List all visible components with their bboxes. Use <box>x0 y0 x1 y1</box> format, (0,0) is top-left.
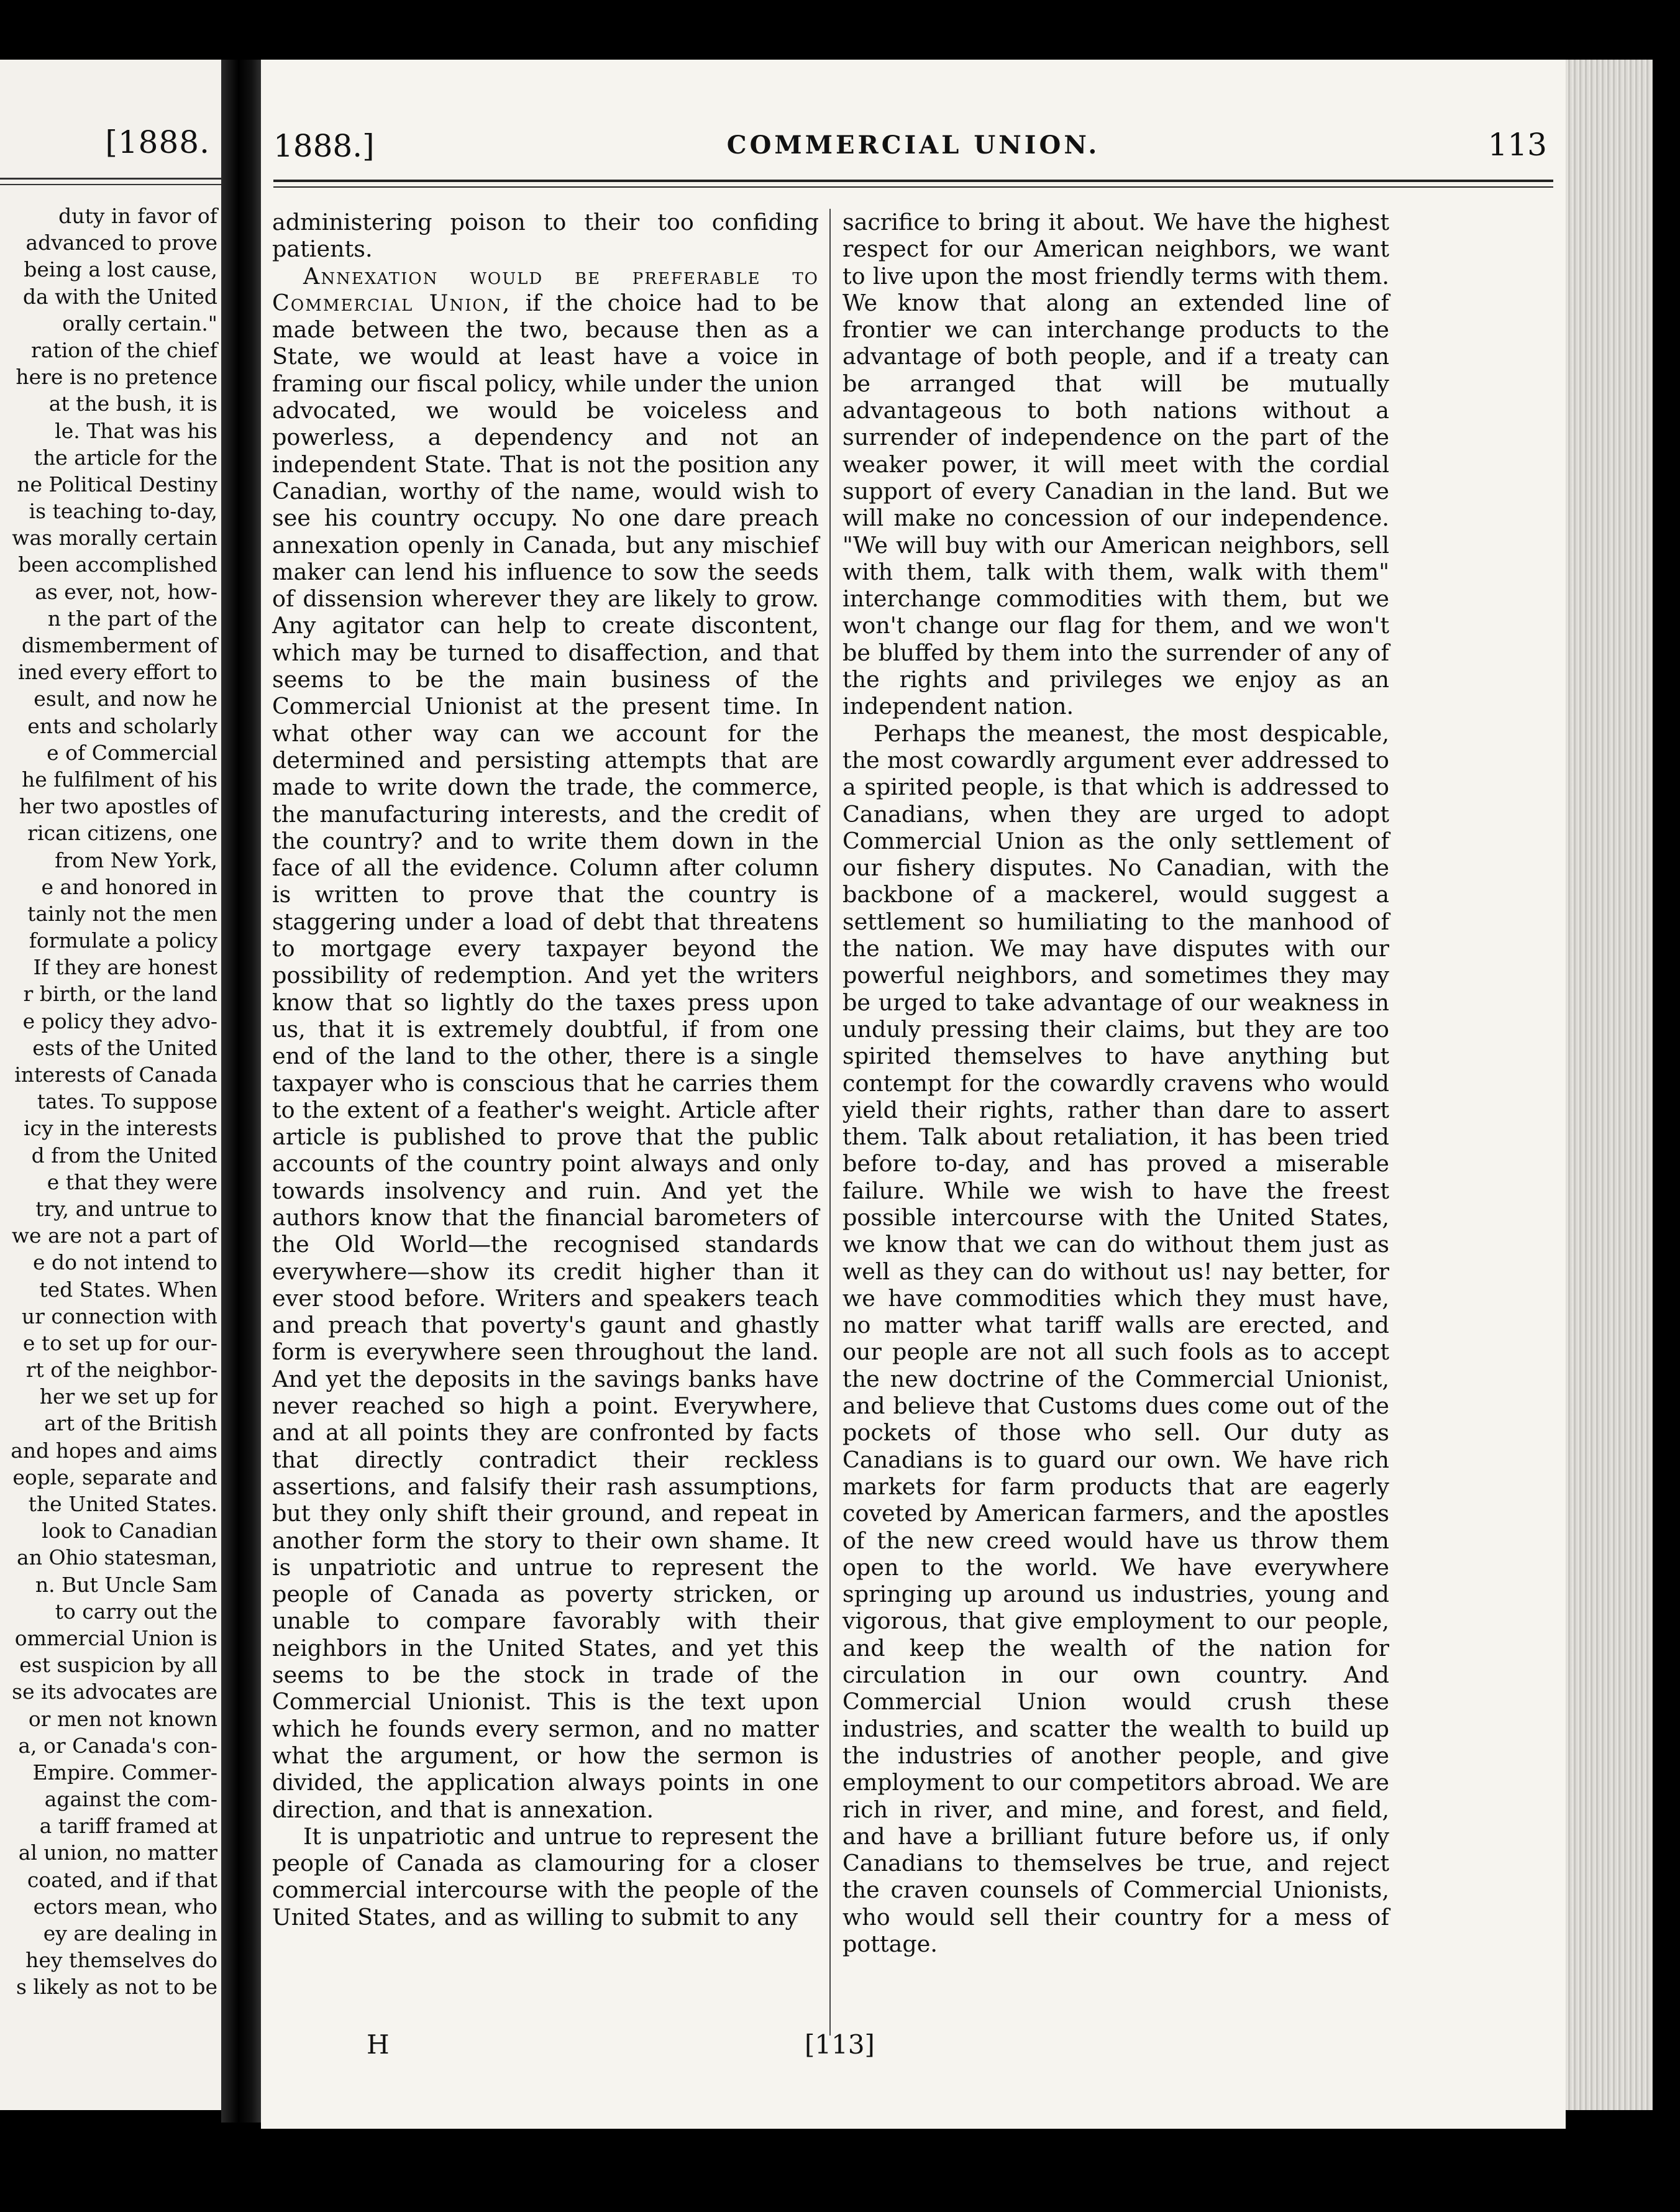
previous-page-line: ted States. When <box>39 1277 217 1302</box>
previous-page-line: a tariff framed at <box>39 1814 217 1839</box>
previous-page-line: ration of the chief <box>30 337 217 362</box>
previous-page-line: e policy they advo- <box>22 1008 217 1033</box>
previous-page-line: hey themselves do <box>25 1948 217 1973</box>
previous-page-line: look to Canadian <box>42 1519 217 1543</box>
paragraph: It is unpatriotic and untrue to represent the people of Canada as clamouring for a closer commercial intercourse with the people of the United States, and as willing to submit to any <box>272 1822 819 1931</box>
previous-page-line: the article for the <box>34 445 217 470</box>
previous-page-line: n. But Uncle Sam <box>35 1572 217 1597</box>
column-right <box>842 209 1389 1957</box>
previous-page-line: the United States. <box>28 1492 217 1516</box>
previous-page-line: e to set up for our- <box>22 1330 217 1355</box>
header-rule <box>273 180 1553 182</box>
running-header <box>261 60 1566 184</box>
previous-page-line: e do not intend to <box>33 1250 217 1275</box>
previous-page-line: a, or Canada's con- <box>18 1733 217 1758</box>
previous-page-line: s likely as not to be <box>16 1975 217 1999</box>
signature-mark: H <box>367 2029 390 2060</box>
previous-page-rule-thin <box>0 184 221 185</box>
previous-page-line: at the bush, it is <box>48 391 217 416</box>
previous-page-line: tates. To suppose <box>37 1089 217 1114</box>
previous-page-line: was morally certain <box>12 526 217 551</box>
previous-page-header: [1888. <box>105 124 210 160</box>
column-left <box>272 209 819 1931</box>
previous-page-line: eople, separate and <box>12 1465 217 1489</box>
previous-page-line: e of Commercial <box>47 740 217 765</box>
previous-page-line: rt of the neighbor- <box>25 1358 217 1382</box>
previous-page-line: ined every effort to <box>17 660 217 685</box>
paragraph <box>272 263 819 1823</box>
previous-page-line: duty in favor of <box>58 204 217 228</box>
previous-page-line: ectors mean, who <box>33 1894 217 1919</box>
previous-page-line: n the part of the <box>47 606 217 631</box>
previous-page-line: ents and scholarly <box>27 713 217 738</box>
previous-page-line: and hopes and aims <box>11 1438 217 1463</box>
previous-page-line: tainly not the men <box>27 901 217 926</box>
header-rule-thin <box>273 186 1553 188</box>
previous-page-line: ey are dealing in <box>43 1921 217 1945</box>
header-title: COMMERCIAL UNION. <box>726 130 1100 160</box>
previous-page-line: icy in the interests <box>23 1116 217 1141</box>
previous-page-line: try, and untrue to <box>35 1196 217 1221</box>
previous-page-line: an Ohio statesman, <box>17 1545 217 1570</box>
previous-page-line: here is no pretence <box>16 365 217 390</box>
previous-page-line: from New York, <box>55 848 217 872</box>
previous-page-line: against the com- <box>44 1787 217 1812</box>
previous-page-line: being a lost cause, <box>24 257 217 282</box>
previous-page-line: est suspicion by all <box>19 1653 217 1678</box>
previous-page-line: orally certain." <box>62 311 217 336</box>
previous-page-line: rican citizens, one <box>27 821 217 846</box>
previous-page-line: her we set up for <box>39 1384 217 1409</box>
previous-page-line: d from the United <box>31 1143 217 1168</box>
previous-page-text <box>0 203 217 2001</box>
previous-page-line: dismemberment of <box>21 633 217 657</box>
footer-page-number: [113] <box>805 2029 875 2060</box>
previous-page-line: is teaching to-day, <box>29 499 217 524</box>
paragraph: administering poison to their too confiding patients. <box>272 209 819 263</box>
previous-page-line: as ever, not, how- <box>35 579 217 604</box>
previous-page-line: se its advocates are <box>12 1680 217 1704</box>
previous-page-line: art of the British <box>44 1411 217 1436</box>
book-page <box>261 60 1566 2129</box>
previous-page-line: interests of Canada <box>14 1063 217 1087</box>
header-page-number: 113 <box>1487 127 1547 163</box>
previous-page-line: al union, no matter <box>18 1840 217 1865</box>
previous-page-line: da with the United <box>22 284 217 309</box>
header-year: 1888.] <box>273 128 375 164</box>
previous-page-line: he fulfilment of his <box>22 767 217 792</box>
previous-page-line: formulate a policy <box>29 928 217 953</box>
paragraph-body: if the choice had to be made between the two, because then as a State, we would at least have a voice in framing our fiscal policy, while under the union advocated, we would be voiceless and powerless, a dependency and not an independent State. That is not the position any Canadian, worthy of the name, would wish to see his country occupy. No one dare preach annexation openly in Canada, but any mischief maker can lend his influence to sow the seeds of dissension wherever they are likely to grow. Any agitator can help to create discontent, which may be turned to disaffection, and that seems to be the main business of the Commercial Unionist at the present time. In what other way can we account for the determined and persisting attempts that are made to write down the trade, the commerce, the manufacturing interests, and the credit of the country? and to write them down in the face of all the evidence. Column after column is written to prove that the country is staggering under a load of debt that threatens to mortgage every taxpayer beyond the possibility of redemption. And yet the writers know that so lightly do the taxes press upon us, that it is extremely doubtful, if from one end of the land to the other, there is a single taxpayer who is conscious that he carries them to the extent of a feather's weight. Article after article is published to prove that the public accounts of the country point always and only towards insolvency and ruin. And yet the authors know that the financial barometers of the Old World—the recognised standards everywhere—show its credit higher than it ever stood before. Writers and speakers teach and preach that poverty's gaunt and ghastly form is everywhere seen throughout the land. And yet the deposits in the savings banks have never reached so high a point. Everywhere, and at all points they are confronted by facts that directly contradict their reckless assertions, and falsify their rash assumptions, but they only shift their ground, and repeat in another form the story to their own shame. It is unpatriotic and untrue to represent the people of Canada as poverty stricken, or unable to compare favorably with their neighbors in the United States, and yet this seems to be the stock in trade of the Commercial Unionist. This is the text upon which he founds every sermon, and no matter what the argument, or how the sermon is divided, the application always points in one direction, and that is annexation. <box>272 289 819 1823</box>
previous-page-line: le. That was his <box>55 418 217 443</box>
previous-page-line: ur connection with <box>21 1304 217 1328</box>
previous-page-rule <box>0 178 221 180</box>
previous-page-line: Empire. Commer- <box>32 1760 217 1785</box>
previous-page-line: or men not known <box>28 1706 217 1731</box>
previous-page-line: been accomplished <box>18 552 217 577</box>
previous-page-line: If they are honest <box>33 955 217 980</box>
previous-page <box>0 60 221 2110</box>
previous-page-line: coated, and if that <box>27 1867 217 1892</box>
previous-page-line: esult, and now he <box>34 687 217 711</box>
column-divider <box>829 209 831 2036</box>
previous-page-line: e that they were <box>47 1169 217 1194</box>
previous-page-line: ommercial Union is <box>14 1625 217 1650</box>
page-edges <box>1566 60 1653 2110</box>
previous-page-line: ests of the United <box>32 1035 217 1060</box>
previous-page-line: her two apostles of <box>19 794 217 819</box>
small-caps-lead: Annexation would be preferable to Commercial Union, <box>272 262 819 316</box>
previous-page-line: to carry out the <box>55 1599 217 1624</box>
previous-page-line: we are not a part of <box>11 1223 217 1248</box>
book-gutter <box>221 60 265 2123</box>
paragraph: sacrifice to bring it about. We have the highest respect for our American neighbors, we want to live upon the most friendly terms with them. We know that along an extended line of frontier we can interchange products to the advantage of both people, and if a treaty can be arranged that will be mutually advantageous to both nations without a surrender of independence on the part of the weaker power, it will meet with the cordial support of every Canadian in the land. But we will make no concession of our independence. "We will buy with our American neighbors, sell with them, talk with them, walk with them" interchange commodities with them, but we won't change our flag for them, and we won't be bluffed by them into the surrender of any of the rights and privileges we enjoy as an independent nation. <box>842 209 1389 720</box>
previous-page-line: e and honored in <box>41 874 217 899</box>
previous-page-line: advanced to prove <box>25 231 217 255</box>
paragraph: Perhaps the meanest, the most despicable, the most cowardly argument ever addressed to a spirited people, is that which is addressed to Canadians, when they are urged to adopt Commercial Union as the only settlement of our fishery disputes. No Canadian, with the backbone of a mackerel, would suggest a settlement so humiliating to the manhood of the nation. We may have disputes with our powerful neighbors, and sometimes they may be urged to take advantage of our weakness in unduly pressing their claims, but they are too spirited themselves to have anything but contempt for the cowardly cravens who would yield their rights, rather than dare to assert them. Talk about retaliation, it has been tried before to-day, and has proved a miserable failure. While we wish to have the freest possible intercourse with the United States, we know that we can do without them just as well as they can do without us! nay better, for we have commodities which they must have, no matter what tariff walls are erected, and our people are not all such fools as to accept the new doctrine of the Commercial Unionist, and believe that Customs dues come out of the pockets of those who sell. Our duty as Canadians is to guard our own. We have rich markets for farm products that are eagerly coveted by American farmers, and the apostles of the new creed would have us throw them open to the world. We have everywhere springing up around us industries, young and vigorous, that give employment to our people, and keep the wealth of the nation for circulation in our own country. And Commercial Union would crush these industries, and scatter the wealth to build up the industries of another people, and give employment to our competitors abroad. We are rich in river, and mine, and forest, and field, and have a brilliant future before us, if only Canadians to themselves be true, and reject the craven counsels of Commercial Unionists, who would sell their country for a mess of pottage. <box>842 720 1389 1957</box>
previous-page-line: ne Political Destiny <box>17 472 217 496</box>
previous-page-line: r birth, or the land <box>23 982 217 1007</box>
